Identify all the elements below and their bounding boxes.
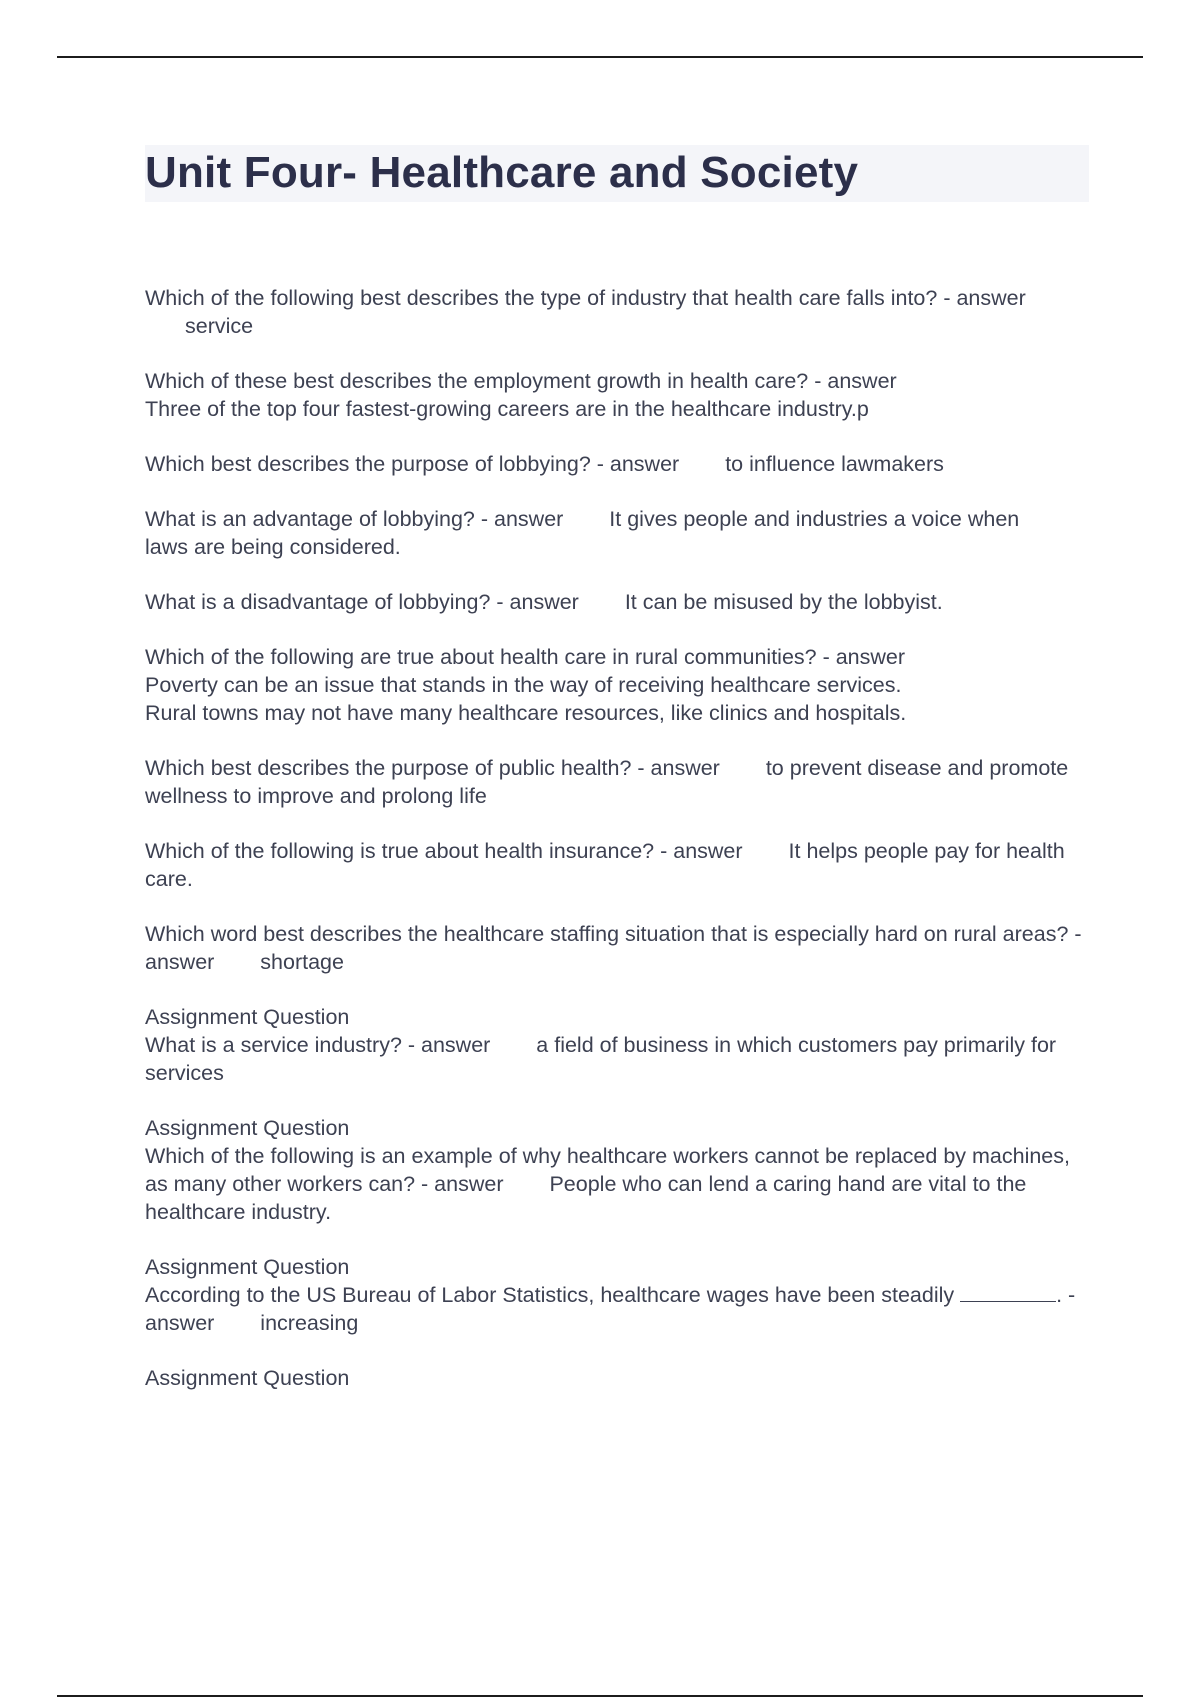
page-title: Unit Four- Healthcare and Society [145, 148, 859, 197]
assignment-label: Assignment Question [145, 1005, 350, 1029]
answer-text: a field of business in which customers pay primarily for services [145, 1033, 1057, 1085]
assignment-label: Assignment Question [145, 1116, 350, 1140]
fill-in-blank [960, 1283, 1056, 1302]
question-text: Which of the following is an example of why healthcare workers cannot be replaced by machines, as many other workers can? - answer [145, 1144, 1070, 1196]
answer-text: Poverty can be an issue that stands in the way of receiving healthcare services. [145, 673, 902, 697]
qa-item [145, 1114, 1095, 1226]
answer-text: It gives people and industries a voice when laws are being considered. [145, 507, 1020, 559]
qa-item [145, 754, 1095, 810]
answer-text: to prevent disease and promote wellness to improve and prolong life [145, 756, 1069, 808]
answer-text: It can be misused by the lobbyist. [624, 590, 943, 614]
question-text: What is a service industry? - answer [145, 1033, 491, 1057]
answer-text: increasing [260, 1311, 359, 1335]
assignment-label: Assignment Question [145, 1366, 350, 1390]
qa-item [145, 1364, 1095, 1392]
qa-item [145, 1003, 1095, 1087]
question-text: Which of the following best describes the type of industry that health care falls into? - answer [145, 286, 1026, 310]
question-text: Which word best describes the healthcare staffing situation that is especially hard on rural areas? - answer [145, 922, 1082, 974]
question-text: Which of the following are true about health care in rural communities? - answer [145, 645, 906, 669]
bottom-rule [57, 1695, 1143, 1697]
qa-item [145, 1253, 1095, 1337]
answer-text: service [185, 314, 254, 338]
answer-text: shortage [260, 950, 344, 974]
answer-text: to influence lawmakers [725, 452, 944, 476]
question-text: Which best describes the purpose of public health? - answer [145, 756, 720, 780]
question-text: Which of these best describes the employment growth in health care? - answer [145, 369, 897, 393]
question-text: What is a disadvantage of lobbying? - answer [145, 590, 579, 614]
question-text: Which of the following is true about health insurance? - answer [145, 839, 743, 863]
question-tail: . - answer [145, 1283, 1076, 1335]
assignment-label: Assignment Question [145, 1255, 350, 1279]
qa-item [145, 284, 1060, 340]
qa-item [145, 450, 1095, 478]
qa-list [145, 284, 1095, 1419]
answer-text: It helps people pay for health care. [145, 839, 1065, 891]
answer-text: Rural towns may not have many healthcare resources, like clinics and hospitals. [145, 701, 907, 725]
qa-item [145, 643, 1095, 727]
qa-item [145, 837, 1095, 893]
question-text: What is an advantage of lobbying? - answer [145, 507, 564, 531]
question-text: According to the US Bureau of Labor Statistics, healthcare wages have been steadily [145, 1283, 955, 1307]
qa-item [145, 920, 1095, 976]
qa-item [145, 367, 1095, 423]
top-rule [57, 56, 1143, 58]
question-text: Which best describes the purpose of lobbying? - answer [145, 452, 680, 476]
answer-text: People who can lend a caring hand are vital to the healthcare industry. [145, 1172, 1027, 1224]
qa-item [145, 588, 1095, 616]
answer-text: Three of the top four fastest-growing careers are in the healthcare industry.p [145, 397, 869, 421]
qa-item [145, 505, 1060, 561]
